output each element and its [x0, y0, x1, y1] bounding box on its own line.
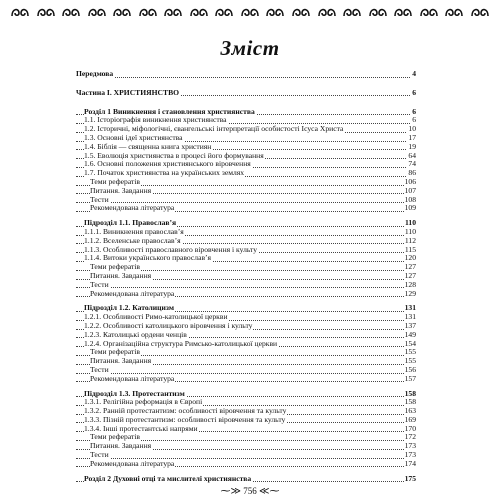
toc-entry-page: 131 [404, 312, 416, 322]
toc-entry[interactable] [76, 89, 416, 98]
toc-entry[interactable] [76, 460, 416, 469]
ornament-motif-icon [36, 6, 56, 18]
toc-entry-title: 1.3.1. Релігійна реформація в Європі [84, 397, 203, 407]
page-title: Зміст [220, 36, 280, 60]
toc-entry-title: 1.2.2. Особливості католицького віровчення і культу [84, 320, 253, 330]
toc-entry-page: 157 [404, 373, 416, 383]
toc-entry-page: 131 [404, 303, 416, 313]
ornament-motif-icon [444, 6, 464, 18]
toc-entry-page: 170 [404, 423, 416, 433]
toc-entry-page: 158 [404, 388, 416, 398]
toc-entry[interactable] [76, 475, 416, 484]
toc-entry[interactable] [76, 442, 416, 451]
toc-entry-page: 156 [404, 364, 416, 374]
toc-entry-page: 127 [404, 262, 416, 272]
ornament-motif-icon [393, 6, 413, 18]
right-ornament-icon: ≪⁓ [259, 486, 280, 497]
ornament-motif-icon [342, 6, 362, 18]
toc-entry-title: 1.1.1. Виникнення православ’я [84, 226, 184, 236]
toc-entry-page: 10 [408, 124, 416, 134]
ornament-motif-icon [214, 6, 234, 18]
toc-entry-page: 172 [404, 432, 416, 442]
toc-entry-title: Питання. Завдання [90, 270, 152, 280]
toc-entry-title: Розділ 1 Виникнення і становлення християнства [84, 106, 255, 116]
toc-entry-title: Теми рефератів [90, 347, 141, 357]
toc-entry[interactable] [76, 204, 416, 213]
toc-entry-page: 169 [404, 414, 416, 424]
toc-entry-page: 155 [404, 347, 416, 357]
dot-leader [76, 77, 416, 78]
ornament-motif-icon [368, 6, 388, 18]
toc-entry-title: Питання. Завдання [90, 441, 152, 451]
toc-entry-title: Тести [90, 450, 109, 460]
toc-entry-title: 1.3.4. Інші протестантські напрями [84, 423, 198, 433]
toc-entry-title: Підрозділ 1.3. Протестантизм [84, 388, 185, 398]
toc-entry-title: Частина I. ХРИСТИЯНСТВО [76, 87, 180, 97]
toc-entry-page: 120 [404, 253, 416, 263]
ornament-motif-icon [317, 6, 337, 18]
toc-entry-title: Рекомендована література [90, 458, 175, 468]
toc-entry-title: Підрозділ 1.1. Православ’я [84, 218, 177, 228]
toc-entry-title: Питання. Завдання [90, 356, 152, 366]
toc-entry[interactable] [76, 375, 416, 384]
toc-entry-title: Тести [90, 194, 109, 204]
toc-entry-page: 158 [404, 397, 416, 407]
toc-entry-title: 1.2.4. Організаційна структура Римсько-католицької церкви [84, 338, 278, 348]
toc-entry-page: 175 [404, 473, 416, 483]
toc-entry-page: 112 [404, 235, 416, 245]
toc-entry-title: 1.3.2. Ранній протестантизм: особливості віровчення та культу [84, 406, 287, 416]
toc-entry-page: 127 [404, 270, 416, 280]
toc-entry-title: Теми рефератів [90, 432, 141, 442]
toc-entry-title: Рекомендована література [90, 373, 175, 383]
toc-entry-page: 109 [404, 203, 416, 213]
toc-entry-title: Підрозділ 1.2. Католицизм [84, 303, 175, 313]
ornament-motif-icon [10, 6, 30, 18]
ornament-motif-icon [163, 6, 183, 18]
toc-entry[interactable] [76, 290, 416, 299]
ornament-motif-icon [265, 6, 285, 18]
toc-entry-page: 149 [404, 329, 416, 339]
toc-entry-page: 110 [404, 226, 416, 236]
ornament-motif-icon [61, 6, 81, 18]
ornament-motif-icon [470, 6, 490, 18]
toc-entry[interactable] [76, 70, 416, 79]
toc-entry-page: 106 [404, 176, 416, 186]
toc-entry-page: 137 [404, 320, 416, 330]
toc-entry-page: 115 [404, 244, 416, 254]
toc-entry-title: 1.3.3. Пізній протестантизм: особливості віровчення та культу [84, 414, 286, 424]
toc-entry[interactable] [76, 187, 416, 196]
toc-entry-title: 1.2. Історичні, міфологічні, євангельські інтерпретації особистості Ісуса Христа [84, 124, 344, 134]
toc-entry-title: Теми рефератів [90, 262, 141, 272]
left-ornament-icon: ⁓≫ [220, 486, 241, 497]
toc-entry-title: 1.6. Основні положення християнського віровчення [84, 159, 251, 169]
toc-entry-page: 155 [404, 356, 416, 366]
toc-entry-title: 1.1. Історіографія виникнення християнства [84, 115, 227, 125]
toc-entry-title: 1.3. Основні ідеї християнства [84, 132, 183, 142]
toc-entry-page: 107 [404, 185, 416, 195]
toc-entry-page: 19 [408, 141, 416, 151]
ornament-motif-icon [112, 6, 132, 18]
toc-entry-title: Теми рефератів [90, 176, 141, 186]
toc-entry-page: 4 [412, 69, 416, 78]
toc-entry-page: 108 [404, 194, 416, 204]
toc-entry-page: 6 [412, 87, 416, 97]
toc-entry-title: 1.1.3. Особливості православного віровчення і культу [84, 244, 258, 254]
toc-entry-page: 6 [412, 115, 416, 125]
toc-entry-page: 154 [404, 338, 416, 348]
toc-entry-page: 86 [408, 168, 416, 178]
toc-entry-page: 163 [404, 406, 416, 416]
toc-entry-page: 74 [408, 159, 416, 169]
toc-entry-title: Рекомендована література [90, 288, 175, 298]
ornament-motif-icon [291, 6, 311, 18]
toc-entry[interactable] [76, 357, 416, 366]
toc-entry-title: 1.1.4. Витоки українського православ’я [84, 253, 212, 263]
header-ornament [10, 4, 490, 20]
toc-entry-title: Розділ 2 Духовні отці та мислителі християнства [84, 473, 252, 483]
toc-entry-page: 173 [404, 450, 416, 460]
ornament-motif-icon [189, 6, 209, 18]
toc-entry-page: 17 [408, 132, 416, 142]
ornament-motif-icon [240, 6, 260, 18]
toc-entry-page: 64 [408, 150, 416, 160]
toc-entry-title: Питання. Завдання [90, 185, 152, 195]
toc-entry-page: 128 [404, 279, 416, 289]
toc-entry-page: 129 [404, 288, 416, 298]
toc-entry-title: 1.4. Біблія — священна книга християн [84, 141, 212, 151]
toc-entry-page: 173 [404, 441, 416, 451]
toc-entry-title: Передмова [76, 69, 114, 78]
table-of-contents [76, 70, 416, 483]
toc-entry-title: Тести [90, 279, 109, 289]
toc-entry-page: 174 [404, 458, 416, 468]
toc-entry-page: 6 [412, 106, 416, 116]
ornament-motif-icon [419, 6, 439, 18]
page-number: 756 [243, 486, 257, 496]
toc-entry-title: Рекомендована література [90, 203, 175, 213]
toc-entry-title: Тести [90, 364, 109, 374]
toc-entry-title: 1.1.2. Вселенське православ’я [84, 235, 181, 245]
toc-entry[interactable] [76, 272, 416, 281]
toc-entry-title: 1.2.1. Особливості Римо-католицької церкви [84, 312, 228, 322]
toc-entry-title: 1.5. Еволюція християнства в процесі його формування [84, 150, 264, 160]
toc-entry-title: 1.7. Початок християнства на українських землях [84, 168, 245, 178]
ornament-motif-icon [138, 6, 158, 18]
page-number-footer [0, 486, 500, 497]
toc-entry-page: 110 [405, 218, 416, 228]
toc-entry-title: 1.2.3. Католицькі ордени ченців [84, 329, 187, 339]
ornament-motif-icon [87, 6, 107, 18]
